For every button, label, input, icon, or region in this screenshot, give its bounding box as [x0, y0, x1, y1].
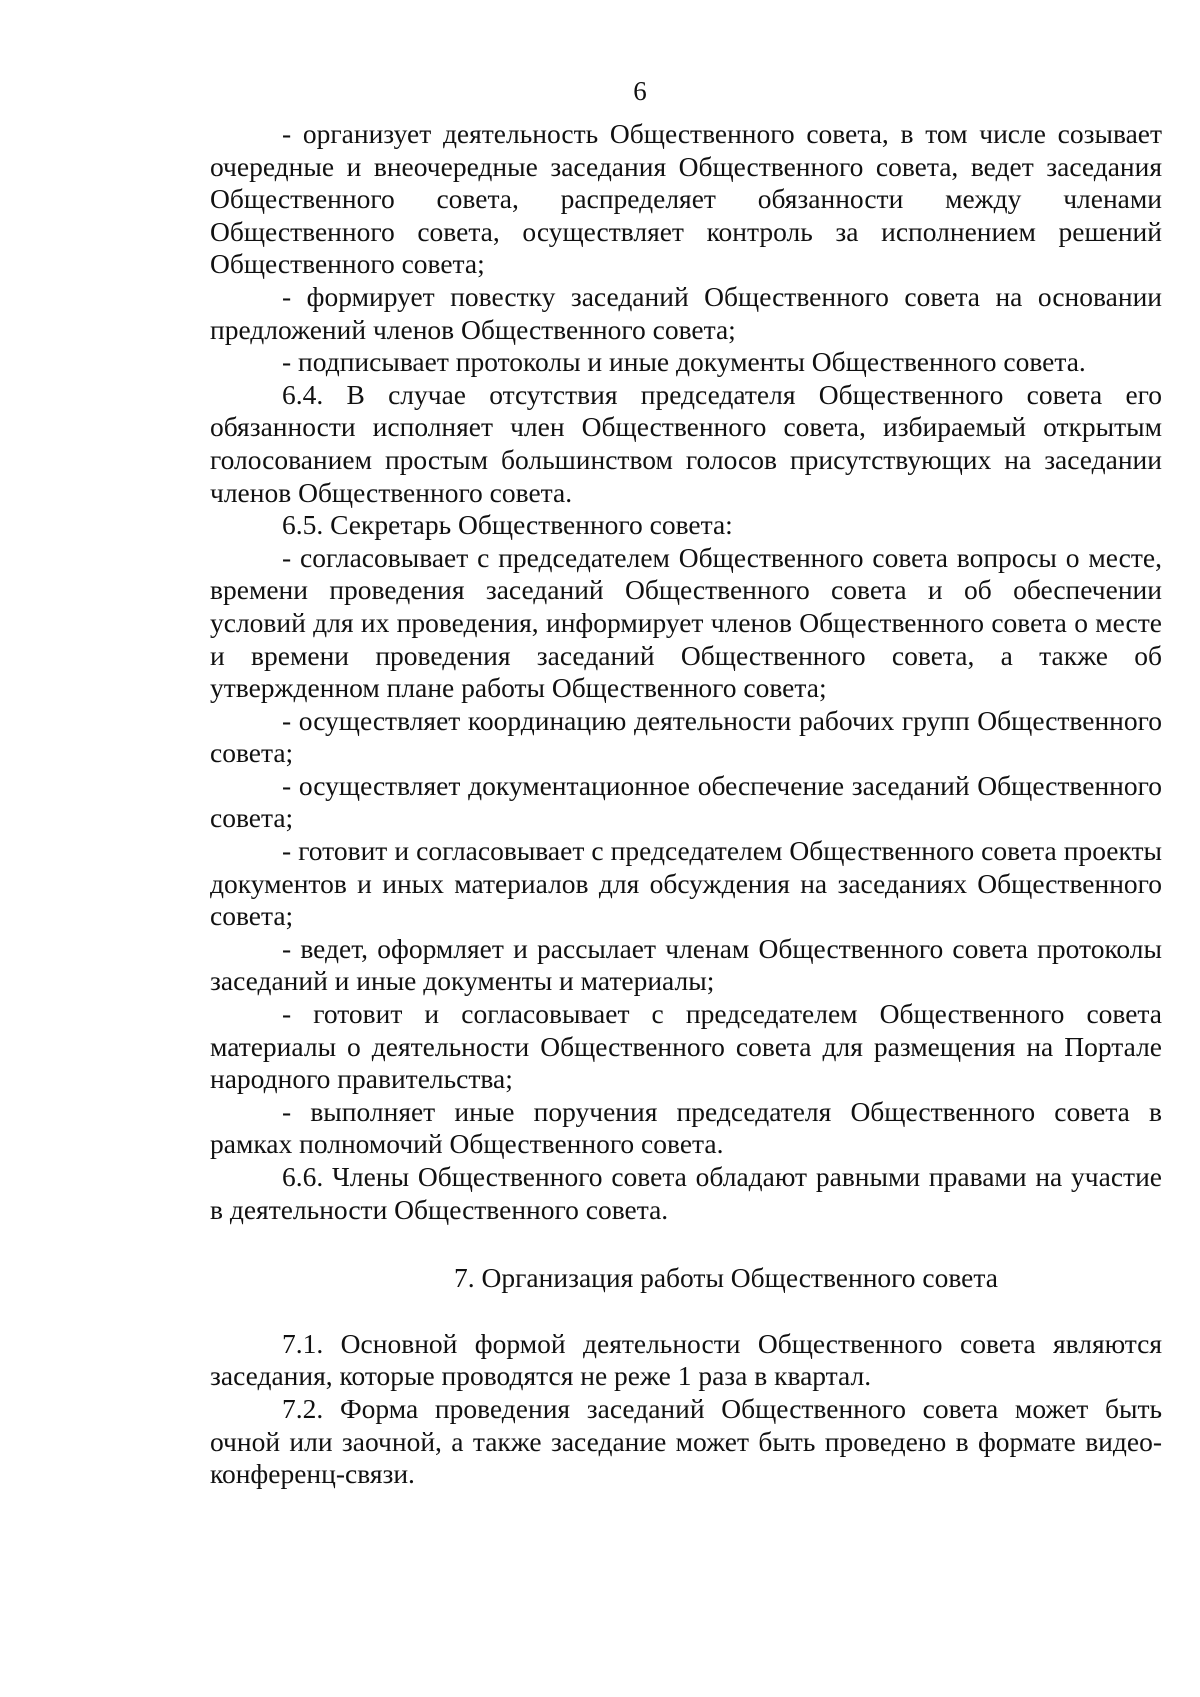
page-number: 6 — [633, 76, 647, 106]
paragraph-6-4: 6.4. В случае отсутствия председателя Общественного совета его обязанности исполняет член Общественного совета, избираемый открытым голосованием простым большинством голосов присутствующих на заседании членов Общественного совета. — [210, 378, 1162, 508]
paragraph-secretary-coordination: - осуществляет координацию деятельности рабочих групп Общественного совета; — [210, 704, 1162, 769]
section-heading: 7. Организация работы Общественного совета — [454, 1262, 998, 1294]
paragraph-6-6: 6.6. Члены Общественного совета обладают равными правами на участие в деятельности Общественного совета. — [210, 1161, 1162, 1225]
paragraph-secretary-documentation: - осуществляет документационное обеспечение заседаний Общественного совета; — [210, 769, 1162, 834]
document-body — [210, 118, 1162, 1491]
paragraph-6-5: 6.5. Секретарь Общественного совета: — [282, 509, 733, 541]
paragraph-chair-agenda: - формирует повестку заседаний Общественного совета на основании предложений членов Общественного совета; — [210, 280, 1162, 345]
paragraph-secretary-prepares-drafts: - готовит и согласовывает с председателем Общественного совета проекты документов и иных материалов для обсуждения на заседаниях Общественного совета; — [210, 835, 1162, 932]
paragraph-7-2: 7.2. Форма проведения заседаний Общественного совета может быть очной или заочной, а также заседание может быть проведено в формате видео-конференц-связи. — [210, 1392, 1162, 1490]
paragraph-secretary-portal-materials: - готовит и согласовывает с председателем Общественного совета материалы о деятельности Общественного совета для размещения на Портале народного правительства; — [210, 998, 1162, 1095]
paragraph-secretary-agrees: - согласовывает с председателем Общественного совета вопросы о месте, времени проведения заседаний Общественного совета и об обеспечении условий для их проведения, информирует членов Общественного совета о месте и времени проведения заседаний Общественного совета, а также об утвержденном плане работы Общественного совета; — [210, 541, 1162, 704]
paragraph-chair-signs: - подписывает протоколы и иные документы Общественного совета. — [282, 346, 1086, 378]
paragraph-chair-organizes: - организует деятельность Общественного совета, в том числе созывает очередные и внеочередные заседания Общественного совета, ведет заседания Общественного совета, распределяет обязанности между членами Общественного совета, осуществляет контроль за исполнением решений Общественного совета; — [210, 118, 1162, 280]
paragraph-7-1: 7.1. Основной формой деятельности Общественного совета являются заседания, которые проводятся не реже 1 раза в квартал. — [210, 1327, 1162, 1392]
paragraph-secretary-sends-protocols: - ведет, оформляет и рассылает членам Общественного совета протоколы заседаний и иные документы и материалы; — [210, 932, 1162, 997]
paragraph-secretary-other-tasks: - выполняет иные поручения председателя Общественного совета в рамках полномочий Общественного совета. — [210, 1095, 1162, 1160]
